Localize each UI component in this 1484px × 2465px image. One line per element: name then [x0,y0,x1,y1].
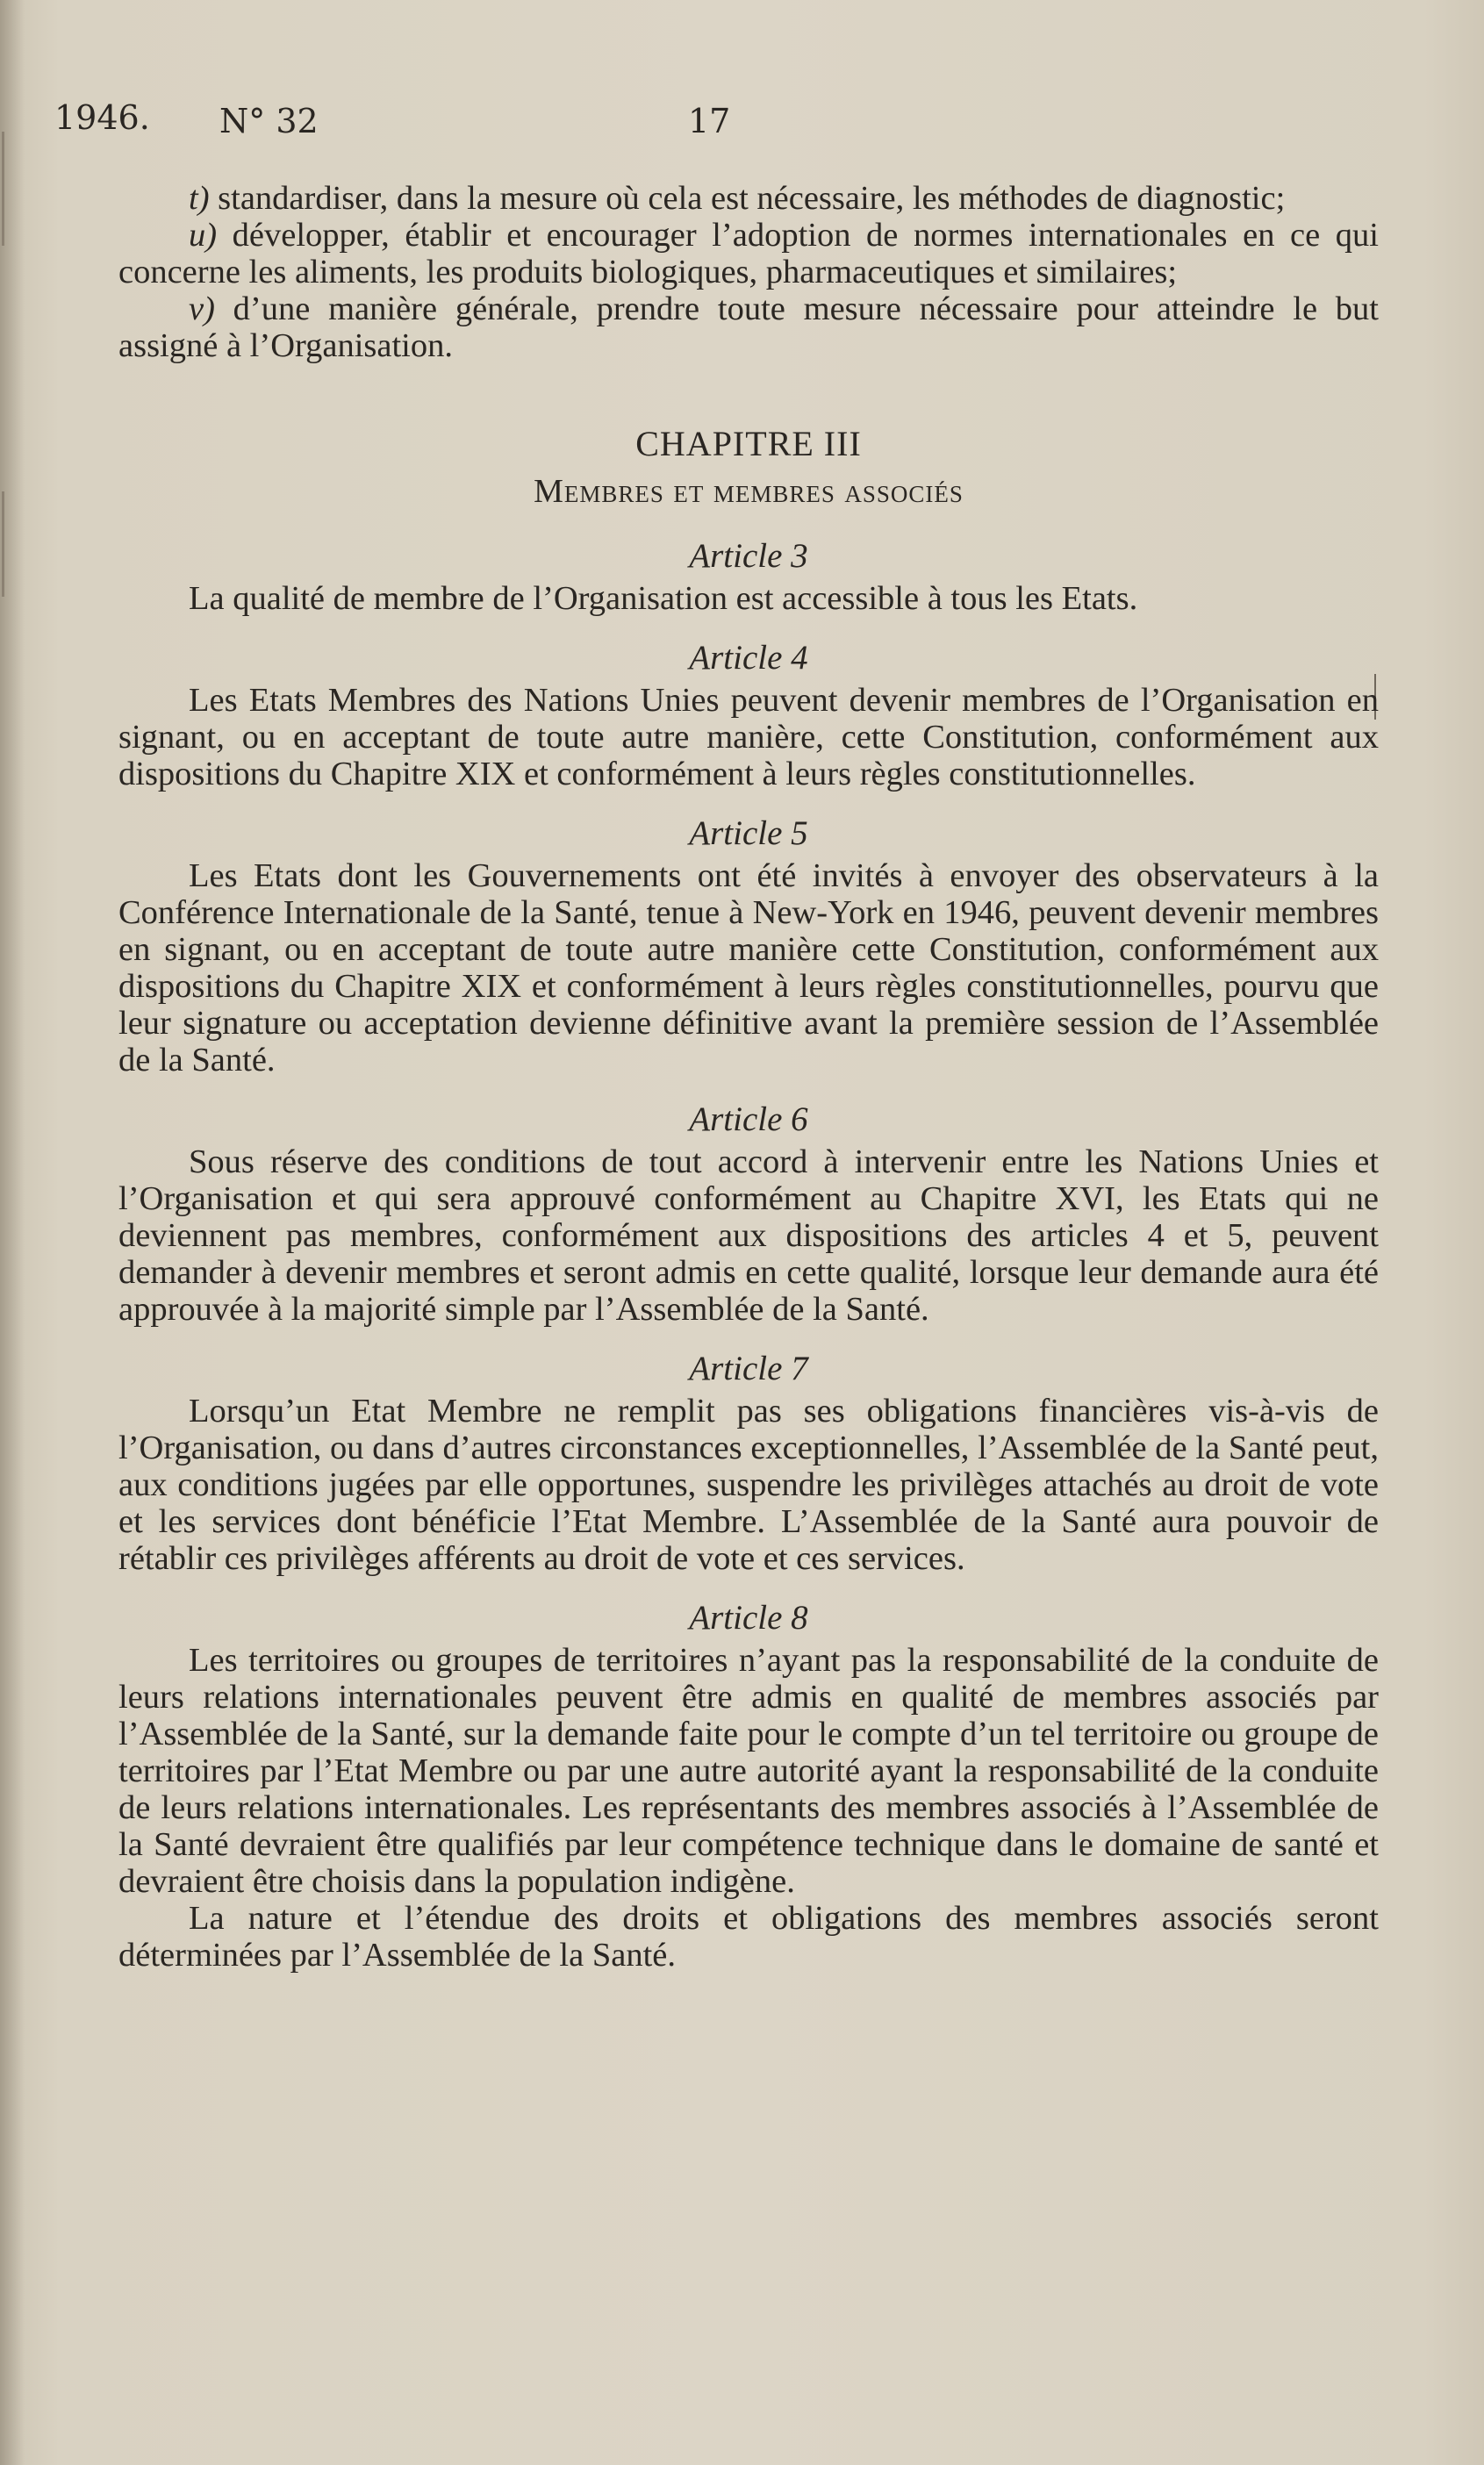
article-paragraph: Lorsqu’un Etat Membre ne remplit pas ses obligations financières vis-à-vis de l’Organisation, ou dans d’autres circonstances exceptionnelles, l’Assemblée de la Santé peut, aux conditions jugées par elle opportunes, suspendre les privilèges attachés au droit de vote et les services dont bénéficie l’Etat Membre. L’Assemblée de la Santé aura pouvoir de rétablir ces privilèges afférents au droit de vote et ces services. [118,1393,1379,1577]
article-heading: Article 8 [689,1599,808,1637]
list-item-text: standardiser, dans la mesure où cela est nécessaire, les méthodes de diagnostic; [209,180,1286,217]
page-number: 17 [688,102,731,140]
article-heading: Article 3 [689,537,808,575]
article-paragraph: Les Etats dont les Gouvernements ont été invités à envoyer des observateurs à la Conférence Internationale de la Santé, tenue à New-York en 1946, peuvent devenir membres en signant, ou en acceptant de toute autre manière cette Constitution, conformément aux dispositions du Chapitre XIX et conformément à leurs règles constitutionnelles, pourvu que leur signature ou acceptation devienne définitive avant la première session de l’Assemblée de la Santé. [118,857,1379,1078]
article-paragraph: Les territoires ou groupes de territoires n’ayant pas la responsabilité de la conduite de leurs relations internationales peuvent être admis en qualité de membres associés par l’Assemblée de la Santé, sur la demande faite pour le compte d’un tel territoire ou groupe de territoires par l’Etat Membre ou par une autre autorité ayant la responsabilité de la conduite de leurs relations internationales. Les représentants des membres associés à l’Assemblée de la Santé devraient être qualifiés par leur compétence technique dans le domaine de santé et devraient être choisis dans la population indigène. [118,1642,1379,1900]
article-paragraph: Les Etats Membres des Nations Unies peuvent devenir membres de l’Organisation en signant, ou en acceptant de toute autre manière, cette Constitution, conformément aux dispositions du Chapitre XIX et conformément à leurs règles constitutionnelles. [118,682,1379,792]
list-item-text: d’une manière générale, prendre toute mesure nécessaire pour atteindre le but assigné à l’Organisation. [118,290,1379,364]
chapter-title: CHAPITRE III [635,424,862,463]
list-item-label: t) [189,180,210,217]
intro-list [118,180,1379,364]
article-heading: Article 7 [689,1350,808,1387]
article-heading: Article 4 [689,639,808,677]
list-item-label: u) [189,217,218,254]
article-heading: Article 5 [689,814,808,852]
article-paragraph: Sous réserve des conditions de tout accord à intervenir entre les Nations Unies et l’Organisation et qui sera approuvé conformément au Chapitre XVI, les Etats qui ne deviennent pas membres, conformément aux dispositions des articles 4 et 5, peuvent demander à devenir membres et seront admis en cette qualité, lorsque leur demande aura été approuvée à la majorité simple par l’Assemblée de la Santé. [118,1143,1379,1328]
list-item-text: développer, établir et encourager l’adoption de normes internationales en ce qui concerne les aliments, les produits biologiques, pharmaceutiques et similaires; [118,217,1379,290]
article-heading: Article 6 [689,1100,808,1138]
chapter-subtitle: Membres et membres associés [534,473,964,510]
list-item [118,217,1379,290]
spine-mark [2,132,4,246]
article-paragraph: La qualité de membre de l’Organisation est accessible à tous les Etats. [189,580,1138,617]
list-item-label: v) [189,290,215,327]
article-paragraph: La nature et l’étendue des droits et obligations des membres associés seront déterminées par l’Assemblée de la Santé. [118,1900,1379,1974]
spine-mark [2,491,4,597]
header-year: 1946. [54,98,150,137]
header-number: N° 32 [219,102,319,140]
page-header [54,98,1371,151]
list-item [118,180,1379,217]
list-item [118,290,1379,364]
document-body [118,180,1379,1974]
binding-shadow [0,0,25,2465]
